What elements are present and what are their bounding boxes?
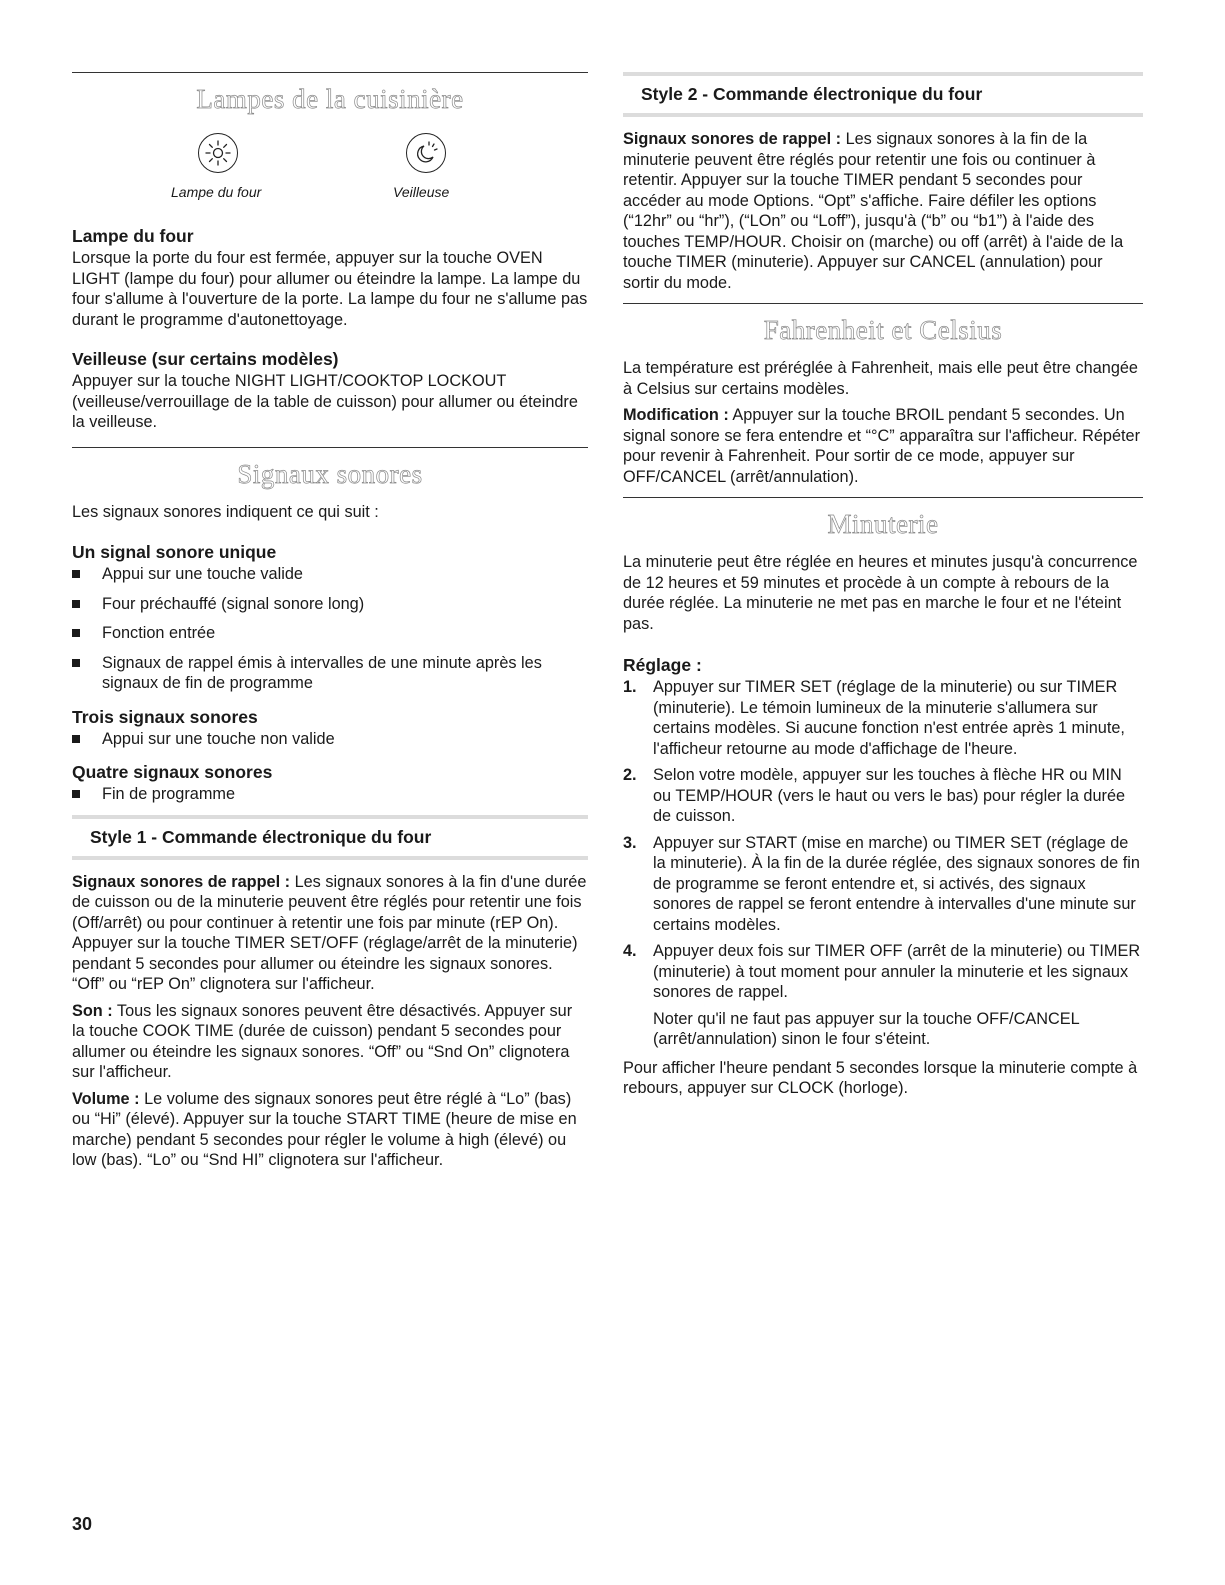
style1-sound-text: Tous les signaux sonores peuvent être désactivés. Appuyer sur la touche COOK TIME (durée de cuisson) pendant 5 secondes pour allumer ou éteindre les signaux sonores. “Off” ou “Snd On” clignotera sur l'afficheur.: [72, 1001, 573, 1081]
three-tones-heading: Trois signaux sonores: [72, 706, 258, 727]
timer-outro: Pour afficher l'heure pendant 5 secondes lorsque la minuterie compte à rebours, appuyer sur CLOCK (horloge).: [623, 1058, 1138, 1097]
step-number: 3.: [623, 833, 637, 852]
oven-lamp-text: Lorsque la porte du four est fermée, appuyer sur la touche OVEN LIGHT (lampe du four) pour allumer ou éteindre la lampe. La lampe du four s'allume à l'ouverture de la porte. La lampe du four ne s'allume pas durant le programme d'autonettoyage.: [72, 249, 588, 329]
single-tone-list: [72, 564, 588, 694]
section-divider: [623, 497, 1143, 498]
lamps-section-title: Lampes de la cuisinière: [196, 84, 464, 114]
fahrenheit-section-title: Fahrenheit et Celsius: [763, 315, 1003, 345]
step-text: Appuyer sur START (mise en marche) ou TIMER SET (réglage de la minuterie). À la fin de la durée réglée, des signaux sonores de fin de programme se feront entendre et, si activés, des signaux sonores de rappel se feront entendre à intervalles d'une minute sur certains modèles.: [653, 833, 1140, 934]
step-number: 2.: [623, 766, 637, 784]
oven-lamp-heading: Lampe du four: [72, 226, 194, 246]
style1-volume-text: Le volume des signaux sonores peut être réglé à “Lo” (bas) ou “Hi” (élevé). Appuyer sur la touche START TIME (heure de mise en marche) pendant 5 secondes pour régler le volume à high (élevé) ou low (bas). “Lo” ou “Snd HI” clignotera sur l'afficheur.: [72, 1089, 577, 1169]
single-tone-heading: Un signal sonore unique: [72, 542, 277, 562]
list-item: Fonction entrée: [72, 623, 588, 644]
style1-reminder-lead: Signaux sonores de rappel :: [72, 872, 291, 891]
tones-intro: Les signaux sonores indiquent ce qui suit :: [72, 502, 379, 521]
style2-title: Style 2 - Commande électronique du four: [641, 84, 983, 104]
three-tones-list: [72, 729, 588, 750]
fahrenheit-mod-lead: Modification :: [623, 406, 729, 424]
oven-lamp-caption: Lampe du four: [171, 184, 262, 200]
style2-header: [623, 72, 1143, 117]
tones-section-title: Signaux sonores: [237, 458, 423, 489]
four-tones-heading: Quatre signaux sonores: [72, 762, 273, 782]
night-light-icon: [406, 133, 446, 173]
section-divider: [72, 447, 588, 448]
style1-sound-paragraph: [72, 1001, 588, 1083]
list-item: [623, 677, 1143, 759]
step-text: Appuyer sur TIMER SET (réglage de la minuterie) ou sur TIMER (minuterie). Le témoin lumineux de la minuterie s'allumera sur certains modèles. Si aucune fonction n'est entrée après 1 minute, l'afficheur retourne au mode d'affichage de l'heure.: [653, 678, 1125, 758]
timer-steps: [623, 677, 1143, 1050]
style1-title: Style 1 - Commande électronique du four: [90, 826, 432, 847]
night-light-heading: Veilleuse (sur certains modèles): [72, 349, 339, 369]
style1-reminder-paragraph: [72, 872, 588, 995]
lamp-icons: [72, 127, 588, 225]
dotted-rule: [72, 856, 588, 860]
list-item: [623, 941, 1143, 1050]
step-number: 4.: [623, 942, 637, 960]
oven-lamp-icon: [198, 133, 238, 173]
timer-setting-heading: Réglage :: [623, 655, 702, 675]
list-item: Four préchauffé (signal sonore long): [72, 594, 588, 615]
style1-sound-lead: Son :: [72, 1001, 113, 1020]
night-light-text: Appuyer sur la touche NIGHT LIGHT/COOKTOP LOCKOUT (veilleuse/verrouillage de la table de cuisson) pour allumer ou éteindre la veilleuse.: [72, 372, 578, 431]
timer-section-title: Minuterie: [827, 509, 939, 539]
right-column: [623, 72, 1143, 1099]
timer-intro: La minuterie peut être réglée en heures et minutes jusqu'à concurrence de 12 heures et 59 minutes et procède à un compte à rebours de la durée réglée. La minuterie ne met pas en marche le four et ne l'éteint pas.: [623, 553, 1138, 633]
style2-reminder-lead: Signaux sonores de rappel :: [623, 130, 842, 148]
list-item: Appui sur une touche non valide: [72, 729, 588, 750]
style1-volume-paragraph: [72, 1089, 588, 1171]
fahrenheit-mod-paragraph: [623, 405, 1143, 487]
four-tones-list: [72, 784, 588, 805]
style2-reminder-text: Les signaux sonores à la fin de la minuterie peuvent être réglés pour retentir une fois ou continuer à retentir. Appuyer sur la touche TIMER pendant 5 secondes pour accéder au mode Options. “Opt” s'affiche. Faire défiler les options (“12hr” ou “hr”), (“LOn” ou “Loff”), jusqu'à (“b” ou “b1”) à l'aide des touches TEMP/HOUR. Choisir on (marche) ou off (arrêt) à l'aide de la touche TIMER (minuterie). Appuyer sur CANCEL (annulation) pour sortir du mode.: [623, 130, 1124, 292]
step-text: Appuyer deux fois sur TIMER OFF (arrêt de la minuterie) ou TIMER (minuterie) à tout moment pour annuler la minuterie et les signaux sonores de rappel.: [653, 942, 1141, 1001]
dotted-rule: [623, 113, 1143, 117]
list-item: [623, 833, 1143, 936]
list-item: Appui sur une touche valide: [72, 564, 588, 585]
step-number: 1.: [623, 678, 637, 696]
page-number: 30: [72, 1514, 93, 1534]
section-divider: [623, 303, 1143, 304]
list-item: [623, 765, 1143, 827]
left-column: [72, 72, 588, 1171]
step-text: Selon votre modèle, appuyer sur les touches à flèche HR ou MIN ou TEMP/HOUR (vers le haut ou vers le bas) pour régler la durée de cuisson.: [653, 766, 1126, 825]
section-divider: [72, 72, 588, 73]
style2-reminder-paragraph: [623, 129, 1143, 293]
style1-reminder-text: Les signaux sonores à la fin d'une durée de cuisson ou de la minuterie peuvent être réglés pour retentir une fois (Off/arrêt) ou pour continuer à retentir une fois par minute (rEP On). Appuyer sur la touche TIMER SET/OFF (réglage/arrêt de la minuterie) pendant 5 secondes pour allumer ou éteindre les signaux sonores. “Off” ou “rEP On” clignotera sur l'afficheur.: [72, 872, 587, 993]
fahrenheit-mod-text: Appuyer sur la touche BROIL pendant 5 secondes. Un signal sonore se fera entendre et “°C” apparaîtra sur l'afficheur. Répéter pour revenir à Fahrenheit. Pour sortir de ce mode, appuyer sur OFF/CANCEL (arrêt/annulation).: [623, 406, 1141, 486]
style1-header: [72, 815, 588, 860]
list-item: Signaux de rappel émis à intervalles de une minute après les signaux de fin de programme: [72, 653, 588, 694]
step-note: Noter qu'il ne faut pas appuyer sur la touche OFF/CANCEL (arrêt/annulation) sinon le four s'éteint.: [653, 1009, 1080, 1048]
night-light-caption: Veilleuse: [393, 184, 450, 200]
style1-volume-lead: Volume :: [72, 1089, 140, 1108]
fahrenheit-intro: La température est préréglée à Fahrenheit, mais elle peut être changée à Celsius sur certains modèles.: [623, 359, 1138, 398]
list-item: Fin de programme: [72, 784, 588, 805]
